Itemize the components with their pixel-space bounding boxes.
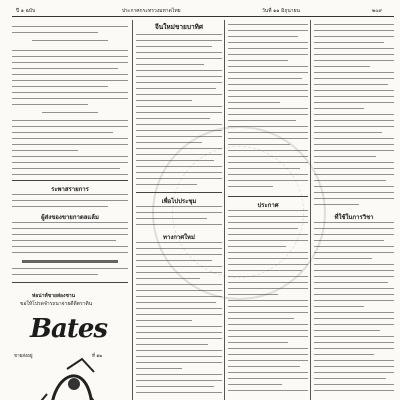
text-line [228, 288, 308, 289]
text-line [314, 276, 394, 277]
text-line [228, 150, 308, 151]
text-line [136, 380, 222, 381]
text-line [228, 210, 308, 211]
text-line [12, 274, 98, 275]
text-line [314, 264, 394, 265]
text-line [228, 162, 308, 163]
text-line [12, 138, 128, 139]
text-line [228, 348, 308, 349]
text-line [314, 186, 394, 187]
text-line [314, 144, 394, 145]
text-line [228, 60, 288, 61]
text-line [136, 76, 222, 77]
text-line [12, 50, 128, 51]
section-heading: ระพาสรายการ [51, 186, 89, 193]
text-line [136, 350, 222, 351]
text-line [314, 300, 394, 301]
text-line [136, 326, 222, 327]
text-line [314, 234, 394, 235]
text-line [12, 174, 128, 175]
text-line [228, 384, 282, 385]
text-line [136, 374, 222, 375]
section-heading: ที่ใช้ในการวิชา [334, 214, 374, 221]
text-line [228, 42, 308, 43]
text-line [314, 246, 394, 247]
bold-text-line [22, 260, 118, 263]
text-line [314, 162, 394, 163]
text-line [314, 282, 388, 283]
text-line [314, 30, 394, 31]
text-line [42, 112, 98, 113]
text-line [136, 124, 222, 125]
text-line [314, 318, 394, 319]
text-line [136, 368, 182, 369]
text-line [314, 384, 394, 385]
text-line [136, 296, 222, 297]
text-line [228, 234, 308, 235]
text-line [136, 308, 222, 309]
section-divider [12, 180, 128, 181]
text-line [136, 290, 222, 291]
text-line [314, 330, 380, 331]
text-line [136, 218, 207, 219]
text-line [228, 240, 308, 241]
column-3 [228, 20, 308, 400]
text-line [314, 102, 394, 103]
text-line [12, 98, 128, 99]
text-line [12, 222, 128, 223]
section-divider [12, 282, 128, 283]
newspaper-page [12, 6, 394, 400]
text-line [12, 120, 128, 121]
text-line [136, 172, 222, 173]
section-divider [228, 196, 308, 197]
text-line [228, 312, 308, 313]
column-2 [136, 20, 222, 400]
section-divider [136, 192, 222, 193]
text-line [136, 266, 222, 267]
text-line [136, 248, 222, 249]
text-line [228, 330, 308, 331]
text-line [228, 360, 308, 361]
text-line [314, 84, 388, 85]
text-line [314, 390, 394, 391]
text-line [228, 324, 308, 325]
text-line [314, 354, 374, 355]
text-line [314, 66, 370, 67]
text-line [314, 222, 394, 223]
text-line [314, 48, 394, 49]
text-line [314, 198, 394, 199]
text-line [136, 332, 222, 333]
text-line [228, 156, 308, 157]
text-line [228, 114, 308, 115]
section-heading: ผู้ส่งของขายกาตลแล้ม [41, 214, 99, 221]
text-line [228, 84, 308, 85]
ad-right-label: ที่ ๑๒ [92, 354, 103, 359]
text-line [314, 90, 394, 91]
section-heading: เพื่อไปประชุม [161, 198, 197, 205]
text-line [314, 114, 394, 115]
header-issue: ปี ๑ ฉบับ [16, 8, 36, 14]
text-line [228, 66, 308, 67]
text-line [314, 348, 394, 349]
text-line [12, 104, 88, 105]
text-line [136, 242, 222, 243]
text-line [314, 378, 386, 379]
text-line [314, 294, 394, 295]
text-line [228, 48, 308, 49]
text-line [314, 174, 394, 175]
text-line [136, 82, 222, 83]
text-line [136, 362, 222, 363]
text-line [314, 228, 394, 229]
text-line [314, 342, 394, 343]
text-line [228, 180, 308, 181]
text-line [228, 138, 308, 139]
text-line [12, 150, 78, 151]
text-line [136, 160, 214, 161]
text-line [228, 228, 298, 229]
text-line [136, 94, 222, 95]
text-line [228, 300, 308, 301]
text-line [228, 186, 273, 187]
text-line [12, 62, 128, 63]
text-line [314, 132, 382, 133]
text-line [228, 36, 298, 37]
text-line [136, 206, 222, 207]
text-line [314, 138, 394, 139]
section-heading: ประกาศ [257, 202, 279, 209]
header-date: วันที่ ๑๑ มิถุนายน [262, 8, 300, 14]
text-line [314, 54, 394, 55]
text-line [136, 46, 212, 47]
column-4 [314, 20, 394, 400]
text-line [314, 372, 394, 373]
text-line [228, 270, 302, 271]
text-line [228, 246, 286, 247]
header-title: ประกาศกระทรวงมหาดไทย [122, 8, 181, 14]
text-line [314, 204, 359, 205]
text-line [228, 102, 280, 103]
text-line [228, 132, 308, 133]
text-line [228, 120, 296, 121]
text-line [314, 42, 384, 43]
text-line [12, 156, 128, 157]
text-line [136, 272, 222, 273]
text-line [12, 56, 128, 57]
text-line [136, 392, 222, 393]
text-line [136, 100, 192, 101]
column-1 [12, 20, 128, 400]
text-line [228, 252, 308, 253]
text-line [136, 178, 222, 179]
section-heading: ทางกาศใหม่ [163, 234, 195, 241]
text-line [228, 318, 294, 319]
column-rule [132, 20, 133, 400]
text-line [314, 120, 394, 121]
text-line [314, 60, 394, 61]
text-line [136, 254, 222, 255]
text-line [136, 136, 222, 137]
text-line [12, 234, 128, 235]
ad-line-2: ขอให้โปรดจำรถนาจ่ายดีดีตราดิน [20, 301, 93, 307]
text-line [314, 24, 394, 25]
section-heading: จีนใหม่ขายบาทิศ [154, 23, 204, 31]
text-line [12, 252, 128, 253]
text-line [314, 306, 364, 307]
text-line [228, 108, 308, 109]
ad-line-1: ห่อน่าห้ขายส่องชาน [32, 293, 76, 299]
column-rule [224, 20, 225, 400]
text-line [314, 336, 394, 337]
text-line [12, 32, 98, 33]
text-line [314, 78, 394, 79]
text-line [314, 360, 394, 361]
text-line [228, 366, 300, 367]
text-line [12, 132, 113, 133]
text-line [228, 342, 288, 343]
text-line [136, 212, 222, 213]
text-line [314, 36, 394, 37]
text-line [228, 282, 308, 283]
text-line [314, 96, 394, 97]
text-line [136, 344, 208, 345]
text-line [228, 78, 302, 79]
text-line [12, 194, 128, 195]
text-line [228, 372, 308, 373]
bates-advertisement [12, 290, 128, 400]
text-line [228, 144, 290, 145]
text-line [12, 168, 120, 169]
text-line [228, 30, 308, 31]
text-line [12, 162, 128, 163]
text-line [314, 168, 394, 169]
text-line [314, 252, 394, 253]
text-line [228, 126, 308, 127]
text-line [228, 174, 308, 175]
text-line [136, 314, 222, 315]
text-line [136, 386, 214, 387]
text-line [136, 154, 222, 155]
text-line [314, 258, 372, 259]
text-line [228, 354, 308, 355]
text-line [314, 324, 394, 325]
text-line [228, 90, 308, 91]
text-line [228, 378, 308, 379]
text-line [136, 112, 222, 113]
text-line [12, 206, 108, 207]
text-line [228, 216, 308, 217]
text-line [12, 126, 128, 127]
text-line [136, 284, 222, 285]
text-line [228, 264, 308, 265]
text-line [314, 240, 384, 241]
text-line [136, 52, 222, 53]
text-line [228, 96, 308, 97]
text-line [136, 356, 222, 357]
text-line [228, 276, 308, 277]
text-line [136, 70, 222, 71]
text-line [12, 92, 128, 93]
text-line [314, 180, 386, 181]
text-line [228, 294, 278, 295]
text-line [314, 366, 394, 367]
ad-brand-logo: Bates [30, 314, 108, 344]
text-line [12, 246, 128, 247]
text-line [228, 390, 308, 391]
text-line [32, 40, 108, 41]
text-line [314, 192, 394, 193]
text-line [136, 320, 192, 321]
text-line [136, 58, 222, 59]
text-line [136, 118, 210, 119]
text-line [136, 260, 212, 261]
column-rule [310, 20, 311, 400]
text-line [228, 306, 308, 307]
text-line [12, 26, 128, 27]
text-line [12, 68, 118, 69]
text-line [12, 200, 128, 201]
text-line [136, 302, 216, 303]
text-line [314, 108, 364, 109]
text-line [12, 86, 108, 87]
text-line [228, 24, 308, 25]
text-line [136, 184, 197, 185]
text-line [314, 156, 376, 157]
text-line [136, 130, 222, 131]
text-line [136, 106, 222, 107]
text-line [136, 338, 222, 339]
text-line [228, 54, 308, 55]
text-line [12, 80, 128, 81]
ad-left-label: ขายส่งอยู่ [14, 354, 33, 359]
text-line [314, 150, 394, 151]
text-line [12, 228, 128, 229]
text-line [228, 168, 300, 169]
text-line [136, 88, 216, 89]
header-page-number: ๒๐๙ [372, 8, 383, 14]
text-line [12, 74, 128, 75]
text-line [314, 72, 394, 73]
text-line [136, 166, 222, 167]
text-line [228, 336, 308, 337]
text-line [136, 278, 200, 279]
text-line [12, 268, 128, 269]
text-line [228, 72, 308, 73]
text-line [136, 148, 222, 149]
text-line [228, 222, 308, 223]
text-line [314, 270, 394, 271]
text-line [136, 64, 204, 65]
text-line [136, 224, 222, 225]
text-line [136, 34, 222, 35]
text-line [136, 142, 202, 143]
text-line [136, 40, 222, 41]
text-line [12, 144, 128, 145]
page-header [12, 6, 394, 17]
text-line [228, 258, 308, 259]
text-line [12, 240, 116, 241]
text-line [314, 312, 394, 313]
text-line [314, 288, 394, 289]
text-line [314, 126, 394, 127]
ad-illustration [12, 354, 128, 400]
